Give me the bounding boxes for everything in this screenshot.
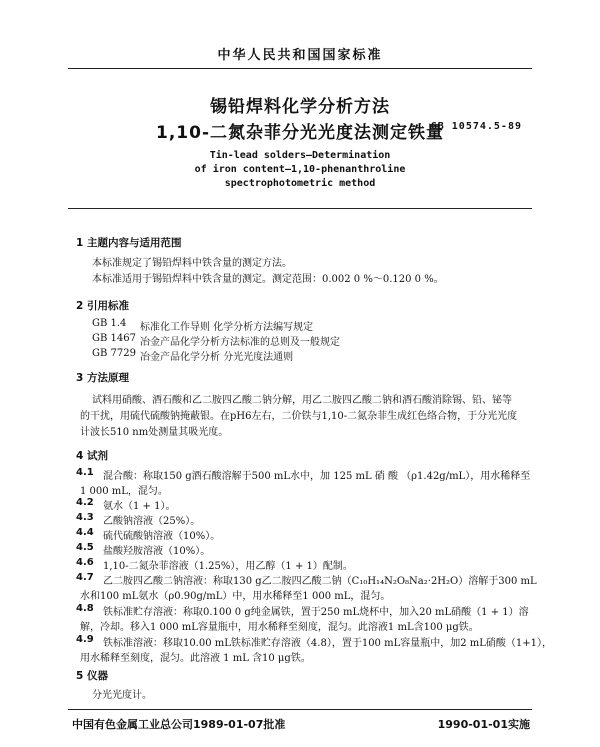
section-5-line: 分光光度计。	[92, 690, 152, 701]
reference-title: 冶金产品化学分析方法标准的总则及一般规定	[140, 337, 340, 348]
title-chinese-line1: 锡铅焊料化学分析方法	[210, 97, 390, 117]
reagent-text-cont: 解，冷却。移入1 000 mL容量瓶中，用水稀释至刻度，混匀。此溶液1 mL含100 μg铁。	[80, 622, 479, 633]
reference-title: 标准化工作导则 化学分析方法编写规定	[140, 322, 314, 333]
reagent-text-cont: 水和100 mL氨水（ρ0.90g/mL）中，用水稀释至1 000 mL，混匀。	[80, 591, 391, 602]
reagent-number: 4.3	[76, 512, 94, 523]
title-english-line1: Tin-lead solders—Determination	[209, 150, 391, 161]
section-3-line: 计波长510 nm处测量其吸光度。	[80, 427, 229, 438]
section-3-line: 的干扰，用硫代硫酸钠掩蔽银。在pH6左右，二价铁与1,10-二氮杂菲生成红色络合物，于分光光度	[80, 411, 518, 422]
reagent-text: 乙二胺四乙酸二钠溶液：称取130 g乙二胺四乙酸二钠（C₁₀H₁₄N₂O₈Na₂·2H₂O）溶解于300 mL	[103, 576, 537, 587]
title-english-line3: spectrophotometric method	[224, 178, 376, 189]
reagent-text-cont: 用水稀释至刻度，混匀。此溶液 1 mL 含10 μg铁。	[80, 653, 311, 664]
standard-number: GB 10574.5-89	[430, 121, 522, 132]
reagent-number: 4.1	[76, 467, 94, 478]
reagent-text: 氨水（1 + 1）。	[103, 501, 176, 512]
reagent-number: 4.8	[76, 603, 94, 614]
reagent-number: 4.7	[76, 572, 94, 583]
section-2-heading: 2 引用标准	[76, 300, 129, 312]
reagent-text: 乙酸钠溶液（25%）。	[103, 516, 201, 527]
reagent-text-cont: 1 000 mL，混匀。	[80, 486, 168, 497]
reference-code: GB 1.4	[92, 318, 127, 329]
section-1-heading: 1 主题内容与适用范围	[76, 237, 182, 249]
reagent-text: 1,10-二氮杂菲溶液（1.25%），用乙醇（1 + 1）配制。	[103, 561, 353, 572]
reagent-text: 硫代硫酸钠溶液（10%）。	[103, 531, 221, 542]
header-rule	[68, 68, 532, 69]
issuing-agency: 中华人民共和国国家标准	[217, 48, 383, 63]
title-chinese-line2: 1,10-二氮杂菲分光光度法测定铁量	[156, 123, 444, 143]
section-5-heading: 5 仪器	[76, 670, 108, 682]
reagent-text: 盐酸羟胺溶液（10%）。	[103, 546, 211, 557]
reference-title: 冶金产品化学分析 分光光度法通则	[140, 352, 294, 363]
title-english-line2: of iron content—1,10-phenanthroline	[194, 164, 406, 175]
approval-line: 中国有色金属工业总公司1989-01-07批准	[72, 718, 286, 731]
reference-code: GB 7729	[92, 348, 136, 359]
title-rule	[68, 208, 532, 209]
reagent-text: 混合酸：称取150 g酒石酸溶解于500 mL水中，加 125 mL 硝 酸 （ρ1.42g/mL），用水稀释至	[103, 471, 531, 482]
reagent-number: 4.6	[76, 557, 94, 568]
section-3-line: 试料用硝酸、酒石酸和乙二胺四乙酸二钠分解，用乙二胺四乙酸二钠和酒石酸消除锡、铅、铋等	[92, 395, 512, 406]
section-1-line: 本标准适用于锡铅焊料中铁含量的测定。测定范围：0.002 0 %～0.120 0 %。	[92, 274, 444, 285]
reagent-text: 铁标准贮存溶液：称取0.100 0 g纯金属铁，置于250 mL烧杯中，加入20 mL硝酸（1 + 1）溶	[103, 607, 529, 618]
section-1-line: 本标准规定了锡铅焊料中铁含量的测定方法。	[92, 258, 292, 269]
reagent-number: 4.5	[76, 542, 94, 553]
reagent-number: 4.2	[76, 497, 94, 508]
effective-date: 1990-01-01实施	[437, 718, 530, 731]
reagent-number: 4.4	[76, 527, 94, 538]
reagent-text: 铁标准溶液：移取10.00 mL铁标准贮存溶液（4.8），置于100 mL容量瓶中，加2 mL硝酸（1+1），	[103, 638, 552, 649]
section-3-heading: 3 方法原理	[76, 372, 129, 384]
section-4-heading: 4 试剂	[76, 450, 108, 462]
reference-code: GB 1467	[92, 333, 136, 344]
reagent-number: 4.9	[76, 634, 94, 645]
footer-rule	[68, 709, 532, 710]
